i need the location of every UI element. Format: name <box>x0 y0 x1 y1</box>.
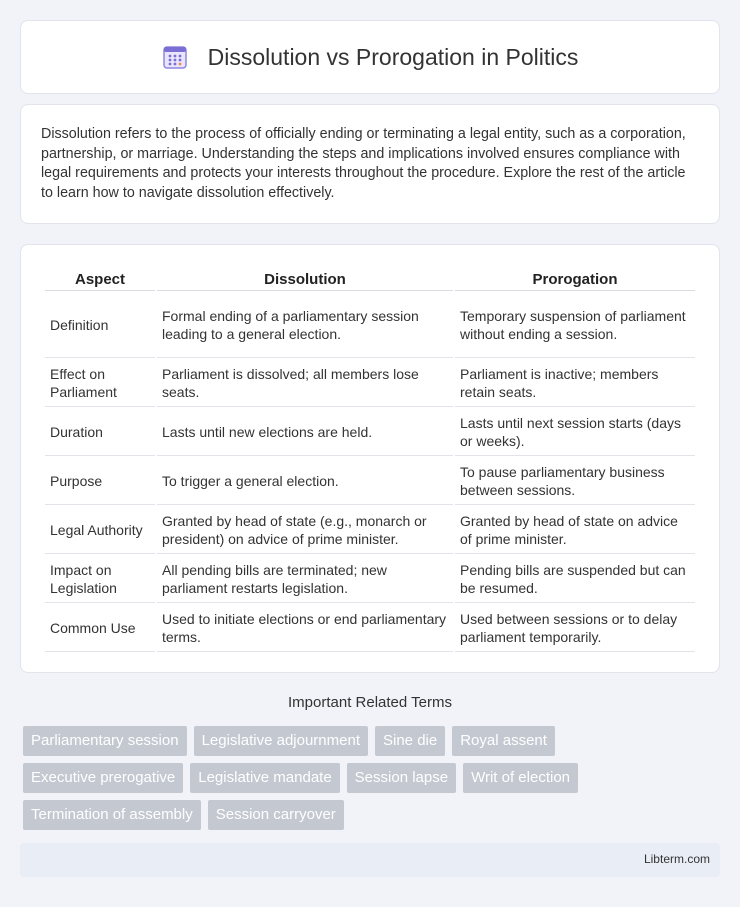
intro-text: Dissolution refers to the process of officially ending or terminating a legal entity, such as a corporation, partnership, or marriage. Understanding the steps and implications involved ensures compliance with legal requirements and protects your interests throughout the procedure. Explore the rest of the article to learn how to navigate dissolution effectively. <box>41 126 686 201</box>
term-tag[interactable]: Royal assent <box>452 726 555 756</box>
row-prorogation: To pause parliamentary business between sessions. <box>455 458 695 505</box>
table-row <box>45 409 695 456</box>
row-prorogation: Granted by head of state on advice of prime minister. <box>455 507 695 554</box>
term-tag[interactable]: Legislative adjournment <box>194 726 368 756</box>
table-row <box>45 556 695 603</box>
header-card <box>20 20 720 94</box>
footer <box>20 843 720 877</box>
row-dissolution: Parliament is dissolved; all members lose seats. <box>157 360 453 407</box>
row-dissolution: To trigger a general election. <box>157 458 453 505</box>
term-tag[interactable]: Termination of assembly <box>23 800 201 830</box>
term-tag[interactable]: Legislative mandate <box>190 763 339 793</box>
row-aspect: Impact on Legislation <box>45 556 155 603</box>
row-dissolution: Lasts until new elections are held. <box>157 409 453 456</box>
row-aspect: Definition <box>45 293 155 358</box>
column-header-prorogation: Prorogation <box>455 267 695 291</box>
term-tag[interactable]: Parliamentary session <box>23 726 187 756</box>
term-tag[interactable]: Session carryover <box>208 800 344 830</box>
term-tag[interactable]: Executive prerogative <box>23 763 183 793</box>
row-prorogation: Used between sessions or to delay parliament temporarily. <box>455 605 695 652</box>
table-row <box>45 605 695 652</box>
row-prorogation: Lasts until next session starts (days or weeks). <box>455 409 695 456</box>
page-title: Dissolution vs Prorogation in Politics <box>207 43 579 70</box>
row-prorogation: Temporary suspension of parliament without ending a session. <box>455 293 695 358</box>
row-dissolution: Formal ending of a parliamentary session leading to a general election. <box>157 293 453 358</box>
term-tag[interactable]: Session lapse <box>347 763 456 793</box>
column-header-dissolution: Dissolution <box>157 267 453 291</box>
row-dissolution: Used to initiate elections or end parliamentary terms. <box>157 605 453 652</box>
row-dissolution: All pending bills are terminated; new parliament restarts legislation. <box>157 556 453 603</box>
intro-card <box>20 104 720 224</box>
row-prorogation: Pending bills are suspended but can be resumed. <box>455 556 695 603</box>
calendar-grid-icon <box>162 44 188 70</box>
comparison-table <box>43 265 697 654</box>
term-tag[interactable]: Writ of election <box>463 763 578 793</box>
table-row <box>45 293 695 358</box>
row-aspect: Duration <box>45 409 155 456</box>
footer-brand-link[interactable]: Libterm.com <box>643 852 710 866</box>
related-terms-list <box>23 726 723 837</box>
table-row <box>45 458 695 505</box>
row-prorogation: Parliament is inactive; members retain seats. <box>455 360 695 407</box>
row-aspect: Purpose <box>45 458 155 505</box>
table-row <box>45 507 695 554</box>
comparison-table-card <box>20 244 720 673</box>
related-terms-title: Important Related Terms <box>288 694 452 711</box>
column-header-aspect: Aspect <box>45 267 155 291</box>
table-row <box>45 360 695 407</box>
row-aspect: Legal Authority <box>45 507 155 554</box>
row-aspect: Common Use <box>45 605 155 652</box>
term-tag[interactable]: Sine die <box>375 726 445 756</box>
row-aspect: Effect on Parliament <box>45 360 155 407</box>
row-dissolution: Granted by head of state (e.g., monarch or president) on advice of prime minister. <box>157 507 453 554</box>
